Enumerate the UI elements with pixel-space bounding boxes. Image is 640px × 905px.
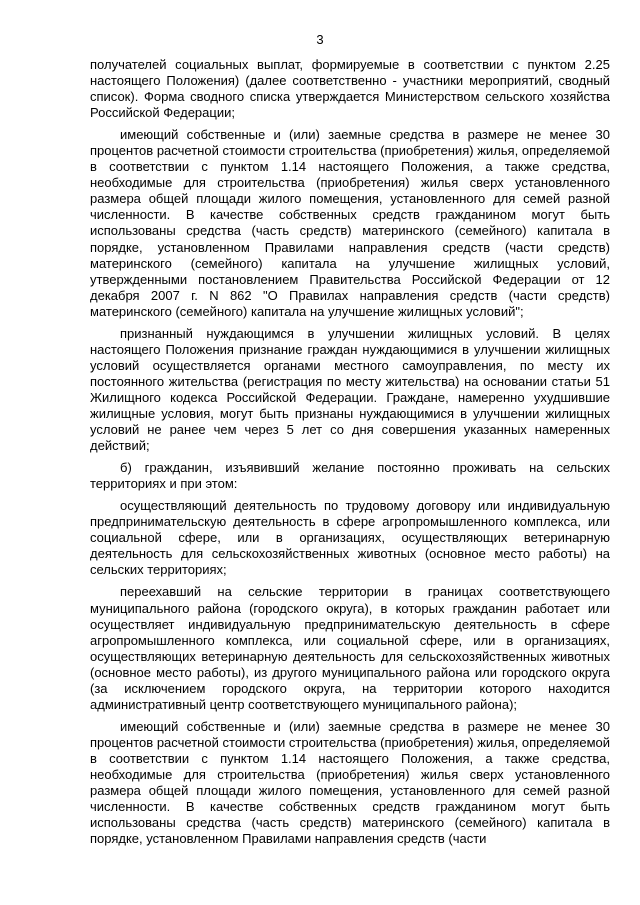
paragraph-employment: осуществляющий деятельность по трудовому договору или индивидуальную предпринимательскую деятельность в сфере агропромышленного комплекса, или социальной сфере, или в организациях, осуществляющих ветеринарную деятельность для сельскохозяйственных животных (основное место работы) на сельских территориях; (90, 498, 610, 578)
paragraph-housing-need: признанный нуждающимся в улучшении жилищных условий. В целях настоящего Положения признание граждан нуждающимися в улучшении жилищных условий осуществляется органами местного самоуправления, по месту их постоянного жительства (регистрация по месту жительства) на основании статьи 51 Жилищного кодекса Российской Федерации. Граждане, намеренно ухудшившие жилищные условия, могут быть признаны нуждающимися в улучшении жилищных условий не ранее чем через 5 лет со дня совершения указанных намеренных действий; (90, 325, 610, 454)
paragraph-continuation: получателей социальных выплат, формируемые в соответствии с пунктом 2.25 настоящего Положения) (далее соответственно - участники мероприятий, сводный список). Форма сводного списка утверждается Министерством сельского хозяйства Российской Федерации; (90, 57, 610, 121)
paragraph-own-funds: имеющий собственные и (или) заемные средства в размере не менее 30 процентов расчетной стоимости строительства (приобретения) жилья, определяемой в соответствии с пунктом 1.14 настоящего Положения, а также средства, необходимые для строительства (приобретения) жилья сверх установленного размера общей площади жилого помещения, установленного для семей разной численности. В качестве собственных средств гражданином могут быть использованы средства (часть средств) материнского (семейного) капитала в порядке, установленном Правилами направления средств (части средств) материнского (семейного) капитала на улучшение жилищных условий, утвержденными постановлением Правительства Российской Федерации от 12 декабря 2007 г. N 862 "О Правилах направления средств (части средств) материнского (семейного) капитала на улучшение жилищных условий"; (90, 127, 610, 319)
paragraph-relocation: переехавший на сельские территории в границах соответствующего муниципального района (городского округа), в которых гражданин работает или осуществляет индивидуальную предпринимательскую деятельность в сфере агропромышленного комплекса, или социальной сфере, или в организациях, осуществляющих ветеринарную деятельность для сельскохозяйственных животных (основное место работы), из другого муниципального района или городского округа (за исключением городского округа, на территории которого находится административный центр соответствующего муниципального района); (90, 584, 610, 712)
page-number: 3 (316, 32, 324, 47)
document-body (90, 57, 610, 853)
paragraph-item-b: б) гражданин, изъявивший желание постоянно проживать на сельских территориях и при этом: (90, 460, 610, 492)
paragraph-own-funds-2: имеющий собственные и (или) заемные средства в размере не менее 30 процентов расчетной стоимости строительства (приобретения) жилья, определяемой в соответствии с пунктом 1.14 настоящего Положения, а также средства, необходимые для строительства (приобретения) жилья сверх установленного размера общей площади жилого помещения, установленного для семей разной численности. В качестве собственных средств гражданином могут быть использованы средства (часть средств) материнского (семейного) капитала в порядке, установленном Правилами направления средств (части (90, 718, 610, 847)
